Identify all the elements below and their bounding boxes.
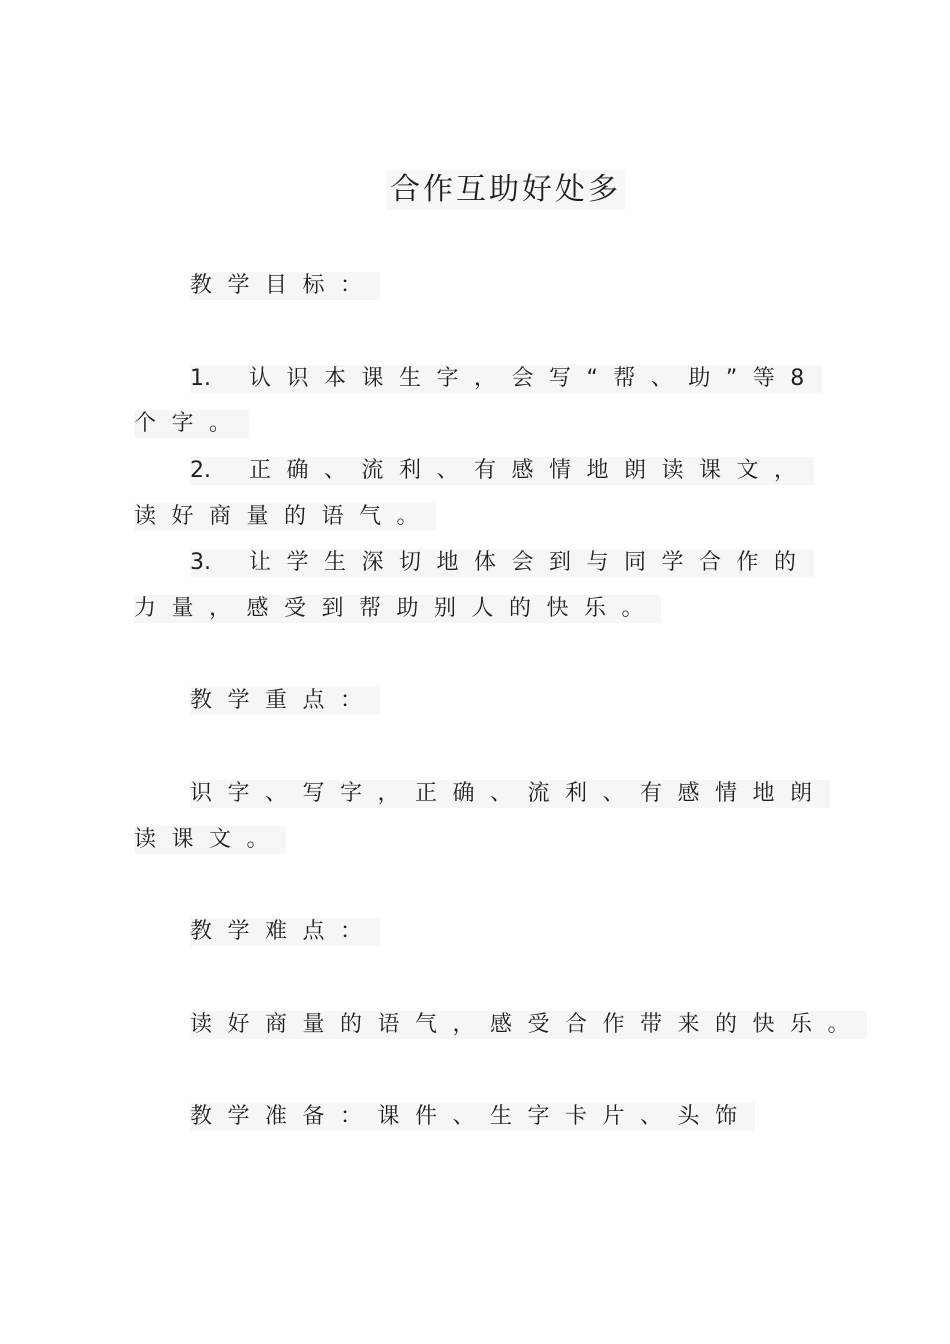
objective-item-2-line-1 xyxy=(190,457,814,485)
objective-item-2-line-2: 读好商量的语气。 xyxy=(134,504,435,529)
objectives-heading: 教学目标： xyxy=(190,273,378,298)
objective-item-1-line-2: 个字。 xyxy=(134,411,247,436)
objective-item-1-number: 1. xyxy=(190,366,211,391)
objective-item-1-line-1 xyxy=(190,365,822,393)
objective-item-3-line-2: 力量，感受到帮助别人的快乐。 xyxy=(134,596,660,621)
objective-item-3-number: 3. xyxy=(190,550,211,575)
key-points-heading: 教学重点： xyxy=(190,688,378,713)
key-points-line-2: 读课文。 xyxy=(134,827,285,852)
difficulties-heading: 教学难点： xyxy=(190,919,378,944)
key-points-line-1: 识字、写字，正确、流利、有感情地朗 xyxy=(190,781,828,806)
document-title: 合作互助好处多 xyxy=(386,170,625,210)
objective-item-1-text: 认识本课生字，会写“帮、助”等8 xyxy=(249,366,820,391)
objective-item-2-text: 正确、流利、有感情地朗读课文， xyxy=(249,458,812,483)
preparation-line: 教学准备：课件、生字卡片、头饰 xyxy=(190,1104,753,1129)
objective-item-3-line-1 xyxy=(190,549,814,577)
difficulties-line-1: 读好商量的语气，感受合作带来的快乐。 xyxy=(190,1012,866,1037)
objective-item-3-text: 让学生深切地体会到与同学合作的 xyxy=(249,550,812,575)
objective-item-2-number: 2. xyxy=(190,458,211,483)
